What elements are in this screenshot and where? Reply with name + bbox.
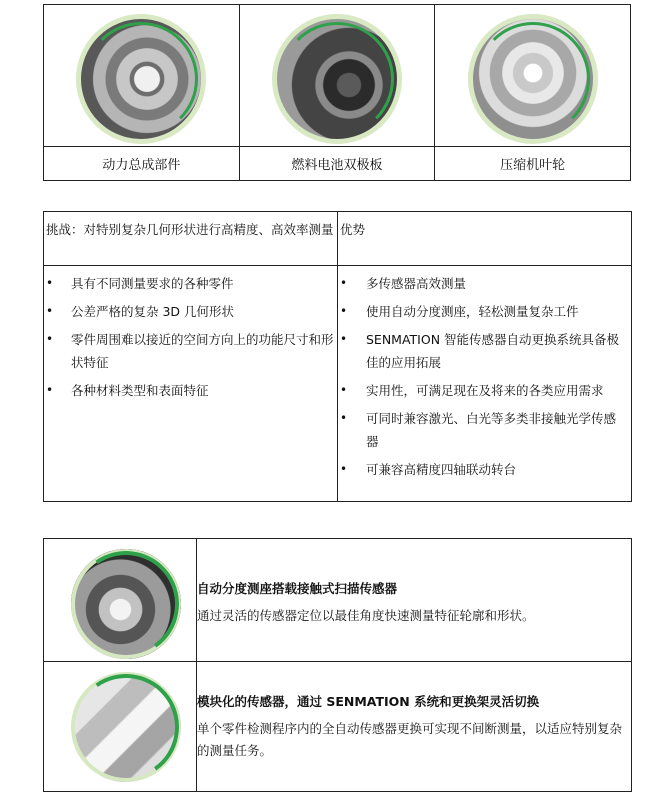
list-item: • 零件周围难以接近的空间方向上的功能尺寸和形状特征	[44, 328, 337, 374]
feature-description: 单个零件检测程序内的全自动传感器更换可实现不间断测量，以适应特别复杂的测量任务。	[197, 721, 623, 758]
image-cell-bipolar-plate	[239, 5, 435, 147]
challenges-advantages-table	[43, 211, 632, 502]
application-label: 动力总成部件	[44, 147, 240, 181]
advantage-header-text: 优势	[340, 222, 366, 237]
list-item: • SENMATION 智能传感器自动更换系统具备极佳的应用拓展	[338, 328, 631, 374]
challenges-list	[44, 272, 337, 402]
list-item: • 可兼容高精度四轴联动转台	[338, 458, 631, 481]
challenge-header-text: 挑战：对特别复杂几何形状进行高精度、高效率测量	[46, 222, 334, 237]
indexing-probe-head-image	[71, 549, 181, 659]
advantages-list	[338, 272, 631, 481]
feature-image-cell	[44, 662, 197, 792]
applications-table	[43, 4, 631, 181]
feature-description: 通过灵活的传感器定位以最佳角度快速测量特征轮廓和形状。	[197, 608, 535, 623]
list-item: • 使用自动分度测座，轻松测量复杂工件	[338, 300, 631, 323]
list-item: • 可同时兼容激光、白光等多类非接触光学传感器	[338, 407, 631, 453]
list-item: • 各种材料类型和表面特征	[44, 379, 337, 402]
list-item: • 多传感器高效测量	[338, 272, 631, 295]
compressor-impeller-image	[468, 14, 598, 144]
feature-text-cell	[197, 662, 632, 792]
feature-title: 模块化的传感器，通过 SENMATION 系统和更换架灵活切换	[197, 694, 540, 709]
list-item: • 具有不同测量要求的各种零件	[44, 272, 337, 295]
list-item: • 公差严格的复杂 3D 几何形状	[44, 300, 337, 323]
advantage-header	[338, 212, 632, 266]
feature-text-cell	[197, 539, 632, 662]
feature-image-cell	[44, 539, 197, 662]
powertrain-part-image	[76, 14, 206, 144]
list-item: • 实用性，可满足现在及将来的各类应用需求	[338, 379, 631, 402]
application-label: 压缩机叶轮	[435, 147, 631, 181]
application-label: 燃料电池双极板	[239, 147, 435, 181]
challenge-header	[44, 212, 338, 266]
image-cell-powertrain	[44, 5, 240, 147]
feature-title: 自动分度测座搭载接触式扫描传感器	[197, 581, 398, 596]
challenges-cell	[44, 266, 338, 502]
image-cell-impeller	[435, 5, 631, 147]
sensor-change-rack-image	[71, 672, 181, 782]
features-table	[43, 538, 632, 792]
advantages-cell	[338, 266, 632, 502]
fuel-cell-bipolar-plate-image	[272, 14, 402, 144]
